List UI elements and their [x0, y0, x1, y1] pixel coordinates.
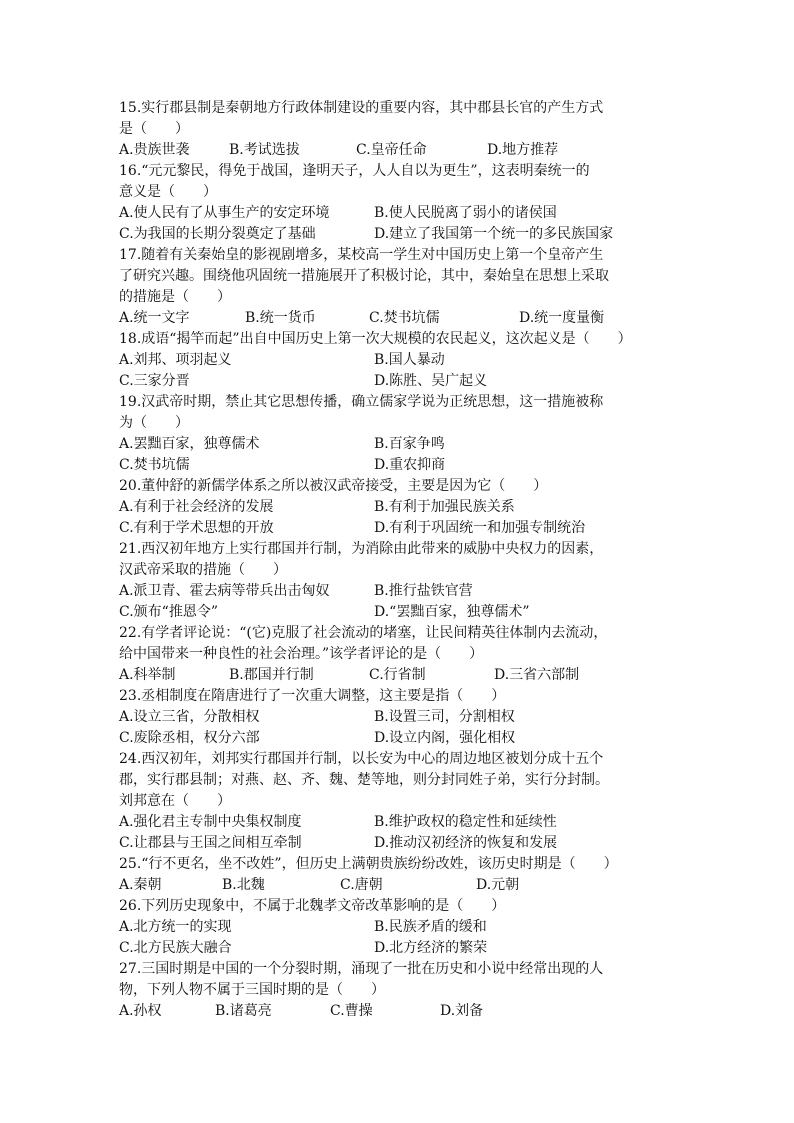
question-19-option-b: B.百家争鸣: [374, 436, 445, 452]
question-17-stem-line-3: 的措施是（ ）: [119, 289, 231, 305]
question-18-stem-line-1: 18.成语“揭竿而起”出自中国历史上第一次大规模的农民起义，这次起义是（ ）: [119, 331, 632, 347]
question-21-stem-line-2: 汉武帝采取的措施（ ）: [119, 562, 287, 578]
question-19-stem-line-1: 19.汉武帝时期，禁止其它思想传播，确立儒家学说为正统思想，这一措施被称: [119, 394, 604, 410]
question-24-option-d: D.推动汉初经济的恢复和发展: [374, 835, 558, 851]
question-23-option-d: D.设立内阁，强化相权: [374, 730, 516, 746]
question-24-option-a: A.强化君主专制中央集权制度: [119, 814, 302, 830]
question-15-option-d: D.地方推荐: [487, 142, 559, 158]
question-26-option-a: A.北方统一的实现: [119, 919, 232, 935]
question-26-option-b: B.民族矛盾的缓和: [374, 919, 487, 935]
question-24-stem-line-1: 24.西汉初年，刘邦实行郡国并行制，以长安为中心的周边地区被划分成十五个: [119, 751, 604, 767]
question-15-option-c: C.皇帝任命: [356, 142, 427, 158]
question-17-option-b: B.统一货币: [245, 310, 316, 326]
question-23-option-c: C.废除丞相，权分六部: [119, 730, 260, 746]
question-27-option-d: D.刘备: [440, 1003, 484, 1019]
question-20-stem-line-1: 20.董仲舒的新儒学体系之所以被汉武帝接受，主要是因为它（ ）: [119, 478, 548, 494]
question-18-option-c: C.三家分晋: [119, 373, 190, 389]
question-16-option-c: C.为我国的长期分裂奠定了基础: [119, 226, 316, 242]
question-16-option-d: D.建立了我国第一个统一的多民族国家: [374, 226, 614, 242]
question-23-option-a: A.设立三省，分散相权: [119, 709, 260, 725]
question-20-option-d: D.有利于巩固统一和加强专制统治: [374, 520, 586, 536]
question-16-option-a: A.使人民有了从事生产的安定环境: [119, 205, 330, 221]
question-25-option-d: D.元朝: [476, 877, 520, 893]
question-16-option-b: B.使人民脱离了弱小的诸侯国: [374, 205, 557, 221]
question-24-stem-line-2: 郡，实行郡县制；对燕、赵、齐、魏、楚等地，则分封同姓子弟，实行分封制。: [119, 772, 609, 788]
question-27-stem-line-2: 物，下列人物不属于三国时期的是（ ）: [119, 982, 385, 998]
question-17-option-c: C.焚书坑儒: [369, 310, 440, 326]
question-25-stem-line-1: 25.“行不更名，坐不改姓”，但历史上满朝贵族纷纷改姓，该历史时期是（ ）: [119, 856, 618, 872]
question-22-option-a: A.科举制: [119, 667, 176, 683]
question-22-option-d: D.三省六部制: [494, 667, 580, 683]
question-23-option-b: B.设置三司，分割相权: [374, 709, 515, 725]
question-22-stem-line-2: 给中国带来一种良性的社会治理。”该学者评论的是（ ）: [119, 646, 484, 662]
question-23-stem-line-1: 23.丞相制度在隋唐进行了一次重大调整，这主要是指（ ）: [119, 688, 506, 704]
question-26-stem-line-1: 26.下列历史现象中，不属于北魏孝文帝改革影响的是（ ）: [119, 898, 506, 914]
question-24-stem-line-3: 刘邦意在（ ）: [119, 793, 231, 809]
question-20-option-c: C.有利于学术思想的开放: [119, 520, 274, 536]
question-17-stem-line-2: 了研究兴趣。围绕他巩固统一措施展开了积极讨论，其中，秦始皇在思想上采取: [119, 268, 609, 284]
question-19-option-a: A.罢黜百家，独尊儒术: [119, 436, 260, 452]
question-16-stem-line-2: 意义是（ ）: [119, 184, 217, 200]
question-20-option-b: B.有利于加强民族关系: [374, 499, 515, 515]
question-25-option-a: A.秦朝: [119, 877, 162, 893]
question-21-option-d: D.“罢黜百家，独尊儒术”: [374, 604, 530, 620]
question-17-option-a: A.统一文字: [119, 310, 190, 326]
question-22-option-b: B.郡国并行制: [229, 667, 314, 683]
question-27-option-b: B.诸葛亮: [215, 1003, 272, 1019]
question-25-option-b: B.北魏: [222, 877, 265, 893]
question-24-option-b: B.维护政权的稳定性和延续性: [374, 814, 557, 830]
question-24-option-c: C.让郡县与王国之间相互牵制: [119, 835, 302, 851]
question-15-stem-line-2: 是（ ）: [119, 121, 189, 137]
question-20-option-a: A.有利于社会经济的发展: [119, 499, 274, 515]
question-15-option-a: A.贵族世袭: [119, 142, 190, 158]
question-27-stem-line-1: 27.三国时期是中国的一个分裂时期，涌现了一批在历史和小说中经常出现的人: [119, 961, 604, 977]
question-27-option-c: C.曹操: [330, 1003, 373, 1019]
question-25-option-c: C.唐朝: [340, 877, 383, 893]
question-26-option-c: C.北方民族大融合: [119, 940, 232, 956]
question-22-option-c: C.行省制: [369, 667, 426, 683]
question-26-option-d: D.北方经济的繁荣: [374, 940, 488, 956]
question-16-stem-line-1: 16.“元元黎民，得免于战国，逢明天子，人人自以为更生”，这表明秦统一的: [119, 163, 590, 179]
question-17-option-d: D.统一度量衡: [519, 310, 605, 326]
question-21-option-b: B.推行盐铁官营: [374, 583, 473, 599]
question-19-stem-line-2: 为（ ）: [119, 415, 189, 431]
question-18-option-b: B.国人暴动: [374, 352, 445, 368]
question-18-option-a: A.刘邦、项羽起义: [119, 352, 232, 368]
question-15-option-b: B.考试选拔: [229, 142, 300, 158]
question-27-option-a: A.孙权: [119, 1003, 162, 1019]
question-19-option-c: C.焚书坑儒: [119, 457, 190, 473]
question-15-stem-line-1: 15.实行郡县制是秦朝地方行政体制建设的重要内容，其中郡县长官的产生方式: [119, 100, 604, 116]
question-19-option-d: D.重农抑商: [374, 457, 446, 473]
question-21-stem-line-1: 21.西汉初年地方上实行郡国并行制，为消除由此带来的威胁中央权力的因素，: [119, 541, 604, 557]
question-17-stem-line-1: 17.随着有关秦始皇的影视剧增多，某校高一学生对中国历史上第一个皇帝产生: [119, 247, 604, 263]
question-21-option-a: A.派卫青、霍去病等带兵出击匈奴: [119, 583, 330, 599]
question-21-option-c: C.颁布“推恩令”: [119, 604, 218, 620]
question-22-stem-line-1: 22.有学者评论说：“(它)克服了社会流动的堵塞，让民间精英往体制内去流动，: [119, 625, 608, 641]
question-18-option-d: D.陈胜、吴广起义: [374, 373, 488, 389]
